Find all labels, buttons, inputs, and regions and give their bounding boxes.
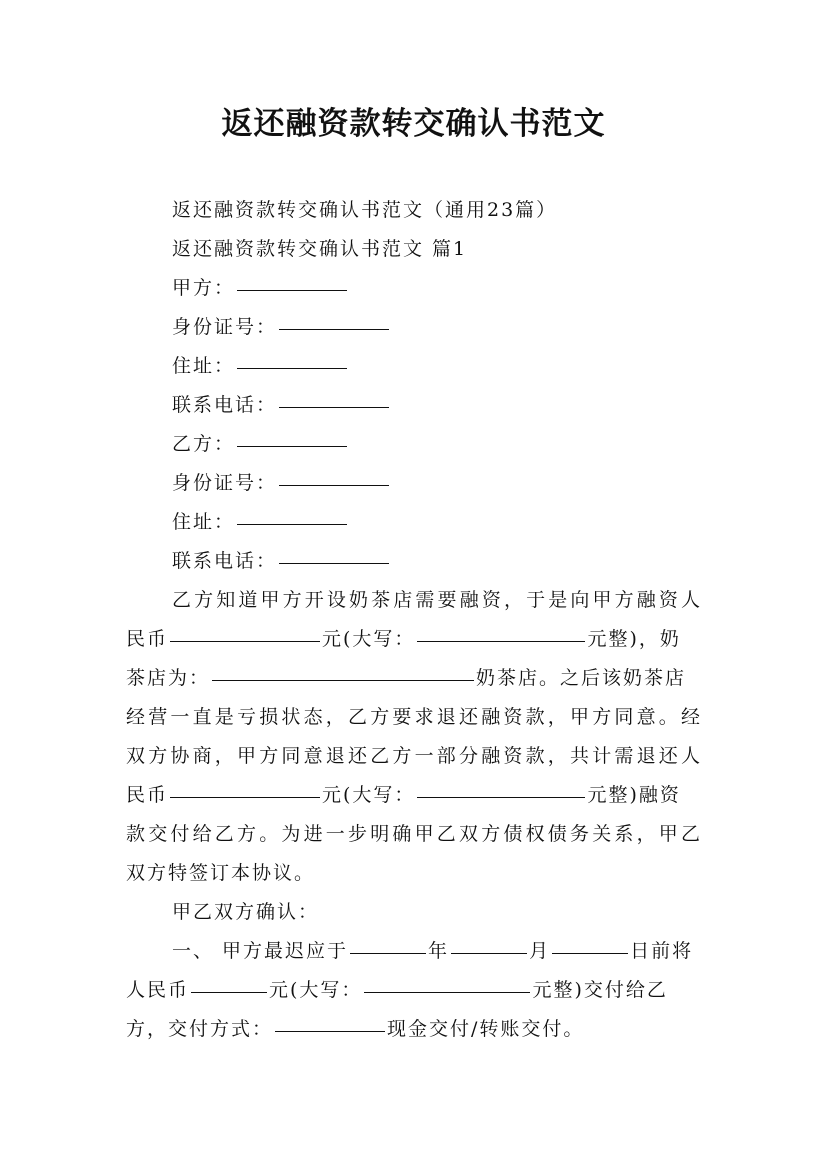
amount-words-blank [417, 641, 585, 642]
text-fragment: 奶茶店。之后该奶茶店 [476, 667, 687, 689]
paragraph-line: 乙方知道甲方开设奶茶店需要融资，于是向甲方融资人 [172, 589, 702, 611]
party-b-name-label: 乙方： [172, 433, 236, 455]
party-b-address-blank [237, 524, 347, 525]
text-fragment: 元整)，奶 [587, 628, 681, 650]
month-blank [451, 953, 527, 954]
text-fragment: 茶店为： [126, 667, 211, 689]
party-a-id-line [126, 308, 702, 347]
amount-blank [170, 797, 320, 798]
party-a-address-label: 住址： [172, 355, 236, 377]
party-b-name-line [126, 425, 702, 464]
text-fragment: 民币 [126, 784, 169, 806]
year-blank [350, 953, 426, 954]
party-a-address-line [126, 347, 702, 386]
paragraph-line: 经营一直是亏损状态，乙方要求退还融资款，甲方同意。经 [126, 706, 702, 728]
text-fragment: 民币 [126, 628, 169, 650]
party-b-phone-blank [279, 563, 389, 564]
text-fragment: 元(大写： [269, 979, 363, 1001]
confirm-heading: 甲乙双方确认： [172, 901, 320, 923]
party-b-name-blank [237, 446, 347, 447]
payment-method-blank [275, 1031, 385, 1032]
shop-name-blank [212, 680, 474, 681]
text-fragment: 年 [428, 940, 450, 962]
party-b-address-line [126, 503, 702, 542]
paragraph-line: 双方协商，甲方同意退还乙方一部分融资款，共计需退还人 [126, 745, 702, 767]
party-a-id-blank [279, 329, 389, 330]
text-fragment: 现金交付/转账交付。 [387, 1018, 585, 1040]
day-blank [552, 953, 628, 954]
text-fragment: 元(大写： [322, 784, 416, 806]
party-b-id-label: 身份证号： [172, 472, 278, 494]
clause-line [126, 971, 702, 1010]
party-b-id-line [126, 464, 702, 503]
party-a-name-blank [237, 290, 347, 291]
party-b-address-label: 住址： [172, 511, 236, 533]
document-title: 返还融资款转交确认书范文 [221, 106, 606, 142]
party-a-name-label: 甲方： [172, 277, 236, 299]
text-fragment: 方，交付方式： [126, 1018, 274, 1040]
text-fragment: 人民币 [126, 979, 190, 1001]
party-a-address-blank [237, 368, 347, 369]
document-body [126, 191, 702, 1049]
text-fragment: 元整)融资 [587, 784, 681, 806]
party-a-phone-line [126, 386, 702, 425]
amount-blank [191, 992, 267, 993]
text-fragment: 元(大写： [322, 628, 416, 650]
paragraph-line [126, 659, 702, 698]
clause-line [126, 1010, 702, 1049]
paragraph-line [126, 620, 702, 659]
section-heading: 返还融资款转交确认书范文 篇1 [172, 238, 468, 260]
amount-blank [170, 641, 320, 642]
party-b-id-blank [279, 485, 389, 486]
party-a-name-line [126, 269, 702, 308]
document-subtitle: 返还融资款转交确认书范文（通用23篇） [172, 199, 558, 221]
party-a-id-label: 身份证号： [172, 316, 278, 338]
paragraph-line [126, 776, 702, 815]
clause-line [126, 932, 702, 971]
party-b-phone-label: 联系电话： [172, 550, 278, 572]
party-a-phone-blank [279, 407, 389, 408]
text-fragment: 月 [529, 940, 551, 962]
text-fragment: 日前将 [630, 940, 694, 962]
paragraph-line: 款交付给乙方。为进一步明确甲乙双方债权债务关系，甲乙 [126, 823, 702, 845]
paragraph-line: 双方特签订本协议。 [126, 862, 316, 884]
party-b-phone-line [126, 542, 702, 581]
party-a-phone-label: 联系电话： [172, 394, 278, 416]
amount-words-blank [417, 797, 585, 798]
amount-words-blank [364, 992, 530, 993]
text-fragment: 元整)交付给乙 [532, 979, 668, 1001]
text-fragment: 一、 甲方最迟应于 [172, 940, 349, 962]
